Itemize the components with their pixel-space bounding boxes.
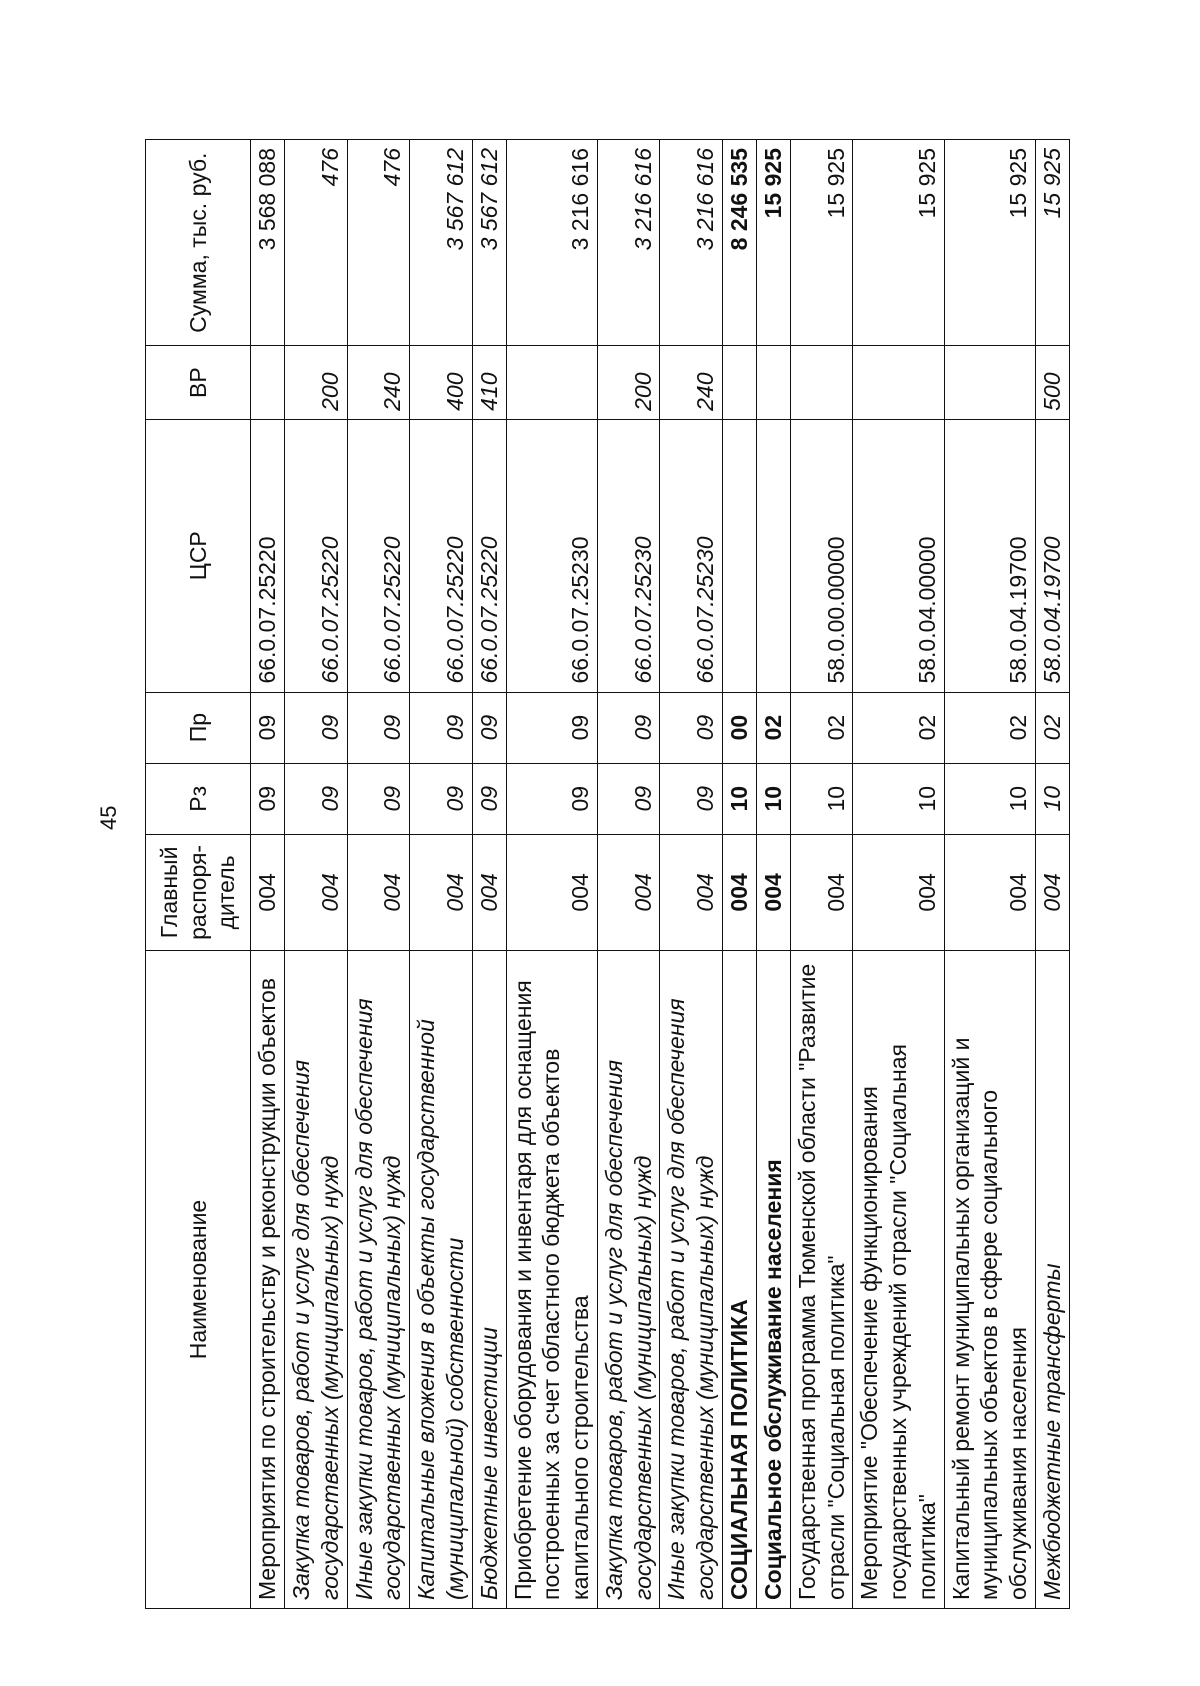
cell-sum: 3 216 616 bbox=[597, 140, 660, 346]
cell-vr: 240 bbox=[660, 346, 723, 420]
cell-admin: 004 bbox=[756, 834, 790, 950]
cell-sum: 476 bbox=[347, 140, 410, 346]
cell-admin: 004 bbox=[251, 834, 285, 950]
cell-admin: 004 bbox=[410, 834, 473, 950]
cell-sum: 476 bbox=[285, 140, 348, 346]
cell-vr bbox=[944, 346, 1035, 420]
header-admin: Главный распоря-дитель bbox=[146, 834, 251, 950]
cell-rz: 10 bbox=[853, 763, 944, 834]
rotated-table-wrapper bbox=[145, 139, 1065, 1609]
cell-name: Мероприятия по строительству и реконструкции объектов bbox=[251, 950, 285, 1608]
cell-name: Социальное обслуживание населения bbox=[756, 950, 790, 1608]
table-row bbox=[660, 140, 723, 1609]
cell-name: Приобретение оборудования и инвентаря для оснащения построенных за счет областного бюджета объектов капитального строительства bbox=[506, 950, 597, 1608]
cell-vr: 200 bbox=[285, 346, 348, 420]
cell-csr: 66.0.07.25220 bbox=[285, 419, 348, 692]
cell-csr: 58.0.04.19700 bbox=[1035, 419, 1069, 692]
cell-name: Закупка товаров, работ и услуг для обеспечения государственных (муниципальных) нужд bbox=[285, 950, 348, 1608]
cell-pr: 02 bbox=[756, 692, 790, 763]
cell-name: Межбюджетные трансферты bbox=[1035, 950, 1069, 1608]
header-vr: ВР bbox=[146, 346, 251, 420]
cell-admin: 004 bbox=[790, 834, 853, 950]
cell-vr: 400 bbox=[410, 346, 473, 420]
cell-sum: 15 925 bbox=[790, 140, 853, 346]
cell-rz: 10 bbox=[722, 763, 756, 834]
cell-vr bbox=[251, 346, 285, 420]
cell-sum: 3 216 616 bbox=[506, 140, 597, 346]
cell-sum: 8 246 535 bbox=[722, 140, 756, 346]
cell-sum: 15 925 bbox=[1035, 140, 1069, 346]
cell-name: Закупка товаров, работ и услуг для обеспечения государственных (муниципальных) нужд bbox=[597, 950, 660, 1608]
cell-rz: 09 bbox=[660, 763, 723, 834]
table-row bbox=[506, 140, 597, 1609]
cell-rz: 10 bbox=[1035, 763, 1069, 834]
cell-vr: 200 bbox=[597, 346, 660, 420]
table-row bbox=[853, 140, 944, 1609]
cell-pr: 09 bbox=[410, 692, 473, 763]
cell-sum: 15 925 bbox=[944, 140, 1035, 346]
cell-admin: 004 bbox=[472, 834, 506, 950]
table-header-row bbox=[146, 140, 251, 1609]
cell-csr: 58.0.00.00000 bbox=[790, 419, 853, 692]
cell-pr: 09 bbox=[285, 692, 348, 763]
table-row bbox=[1035, 140, 1069, 1609]
cell-pr: 02 bbox=[1035, 692, 1069, 763]
header-rz: Рз bbox=[146, 763, 251, 834]
cell-csr: 66.0.07.25220 bbox=[347, 419, 410, 692]
cell-rz: 09 bbox=[472, 763, 506, 834]
cell-vr bbox=[853, 346, 944, 420]
cell-name: Мероприятие "Обеспечение функционирования государственных учреждений отрасли "Социальная политика" bbox=[853, 950, 944, 1608]
cell-name: Капитальные вложения в объекты государственной (муниципальной) собственности bbox=[410, 950, 473, 1608]
cell-vr bbox=[756, 346, 790, 420]
cell-pr: 09 bbox=[472, 692, 506, 763]
cell-rz: 10 bbox=[756, 763, 790, 834]
cell-name: Капитальный ремонт муниципальных организаций и муниципальных объектов в сфере социального обслуживания населения bbox=[944, 950, 1035, 1608]
cell-rz: 09 bbox=[506, 763, 597, 834]
header-csr: ЦСР bbox=[146, 419, 251, 692]
cell-csr: 66.0.07.25220 bbox=[251, 419, 285, 692]
cell-rz: 09 bbox=[347, 763, 410, 834]
cell-rz: 09 bbox=[251, 763, 285, 834]
cell-vr: 500 bbox=[1035, 346, 1069, 420]
cell-csr: 66.0.07.25220 bbox=[410, 419, 473, 692]
cell-rz: 09 bbox=[410, 763, 473, 834]
cell-rz: 10 bbox=[944, 763, 1035, 834]
cell-admin: 004 bbox=[722, 834, 756, 950]
cell-pr: 09 bbox=[597, 692, 660, 763]
cell-pr: 09 bbox=[347, 692, 410, 763]
table-row bbox=[347, 140, 410, 1609]
cell-sum: 3 568 088 bbox=[251, 140, 285, 346]
table-row bbox=[251, 140, 285, 1609]
table-row bbox=[722, 140, 756, 1609]
cell-admin: 004 bbox=[347, 834, 410, 950]
cell-csr: 66.0.07.25230 bbox=[506, 419, 597, 692]
cell-vr bbox=[722, 346, 756, 420]
cell-vr: 410 bbox=[472, 346, 506, 420]
cell-pr: 09 bbox=[251, 692, 285, 763]
table-body bbox=[251, 140, 1070, 1609]
cell-vr: 240 bbox=[347, 346, 410, 420]
cell-admin: 004 bbox=[944, 834, 1035, 950]
cell-rz: 09 bbox=[285, 763, 348, 834]
cell-name: Государственная программа Тюменской области "Развитие отрасли "Социальная политика" bbox=[790, 950, 853, 1608]
table-row bbox=[597, 140, 660, 1609]
cell-rz: 10 bbox=[790, 763, 853, 834]
cell-admin: 004 bbox=[597, 834, 660, 950]
cell-admin: 004 bbox=[853, 834, 944, 950]
header-name: Наименование bbox=[146, 950, 251, 1608]
cell-sum: 15 925 bbox=[756, 140, 790, 346]
table-row bbox=[285, 140, 348, 1609]
cell-pr: 02 bbox=[944, 692, 1035, 763]
cell-rz: 09 bbox=[597, 763, 660, 834]
cell-admin: 004 bbox=[506, 834, 597, 950]
cell-csr: 58.0.04.19700 bbox=[944, 419, 1035, 692]
page-number: 45 bbox=[96, 805, 121, 830]
cell-admin: 004 bbox=[1035, 834, 1069, 950]
cell-csr: 66.0.07.25230 bbox=[597, 419, 660, 692]
cell-vr bbox=[506, 346, 597, 420]
cell-name: СОЦИАЛЬНАЯ ПОЛИТИКА bbox=[722, 950, 756, 1608]
cell-admin: 004 bbox=[660, 834, 723, 950]
header-sum: Сумма, тыс. руб. bbox=[146, 140, 251, 346]
cell-pr: 00 bbox=[722, 692, 756, 763]
cell-sum: 3 567 612 bbox=[410, 140, 473, 346]
cell-sum: 3 567 612 bbox=[472, 140, 506, 346]
budget-table bbox=[145, 139, 1070, 1609]
cell-pr: 09 bbox=[506, 692, 597, 763]
table-row bbox=[756, 140, 790, 1609]
cell-csr: 66.0.07.25220 bbox=[472, 419, 506, 692]
cell-csr: 58.0.04.00000 bbox=[853, 419, 944, 692]
cell-pr: 09 bbox=[660, 692, 723, 763]
cell-name: Иные закупки товаров, работ и услуг для обеспечения государственных (муниципальных) нужд bbox=[347, 950, 410, 1608]
header-pr: Пр bbox=[146, 692, 251, 763]
cell-sum: 15 925 bbox=[853, 140, 944, 346]
cell-admin: 004 bbox=[285, 834, 348, 950]
cell-name: Иные закупки товаров, работ и услуг для обеспечения государственных (муниципальных) нужд bbox=[660, 950, 723, 1608]
cell-vr bbox=[790, 346, 853, 420]
table-row bbox=[410, 140, 473, 1609]
cell-csr bbox=[722, 419, 756, 692]
cell-csr: 66.0.07.25230 bbox=[660, 419, 723, 692]
table-row bbox=[790, 140, 853, 1609]
table-row bbox=[472, 140, 506, 1609]
cell-pr: 02 bbox=[853, 692, 944, 763]
cell-pr: 02 bbox=[790, 692, 853, 763]
cell-csr bbox=[756, 419, 790, 692]
table-row bbox=[944, 140, 1035, 1609]
cell-sum: 3 216 616 bbox=[660, 140, 723, 346]
cell-name: Бюджетные инвестиции bbox=[472, 950, 506, 1608]
